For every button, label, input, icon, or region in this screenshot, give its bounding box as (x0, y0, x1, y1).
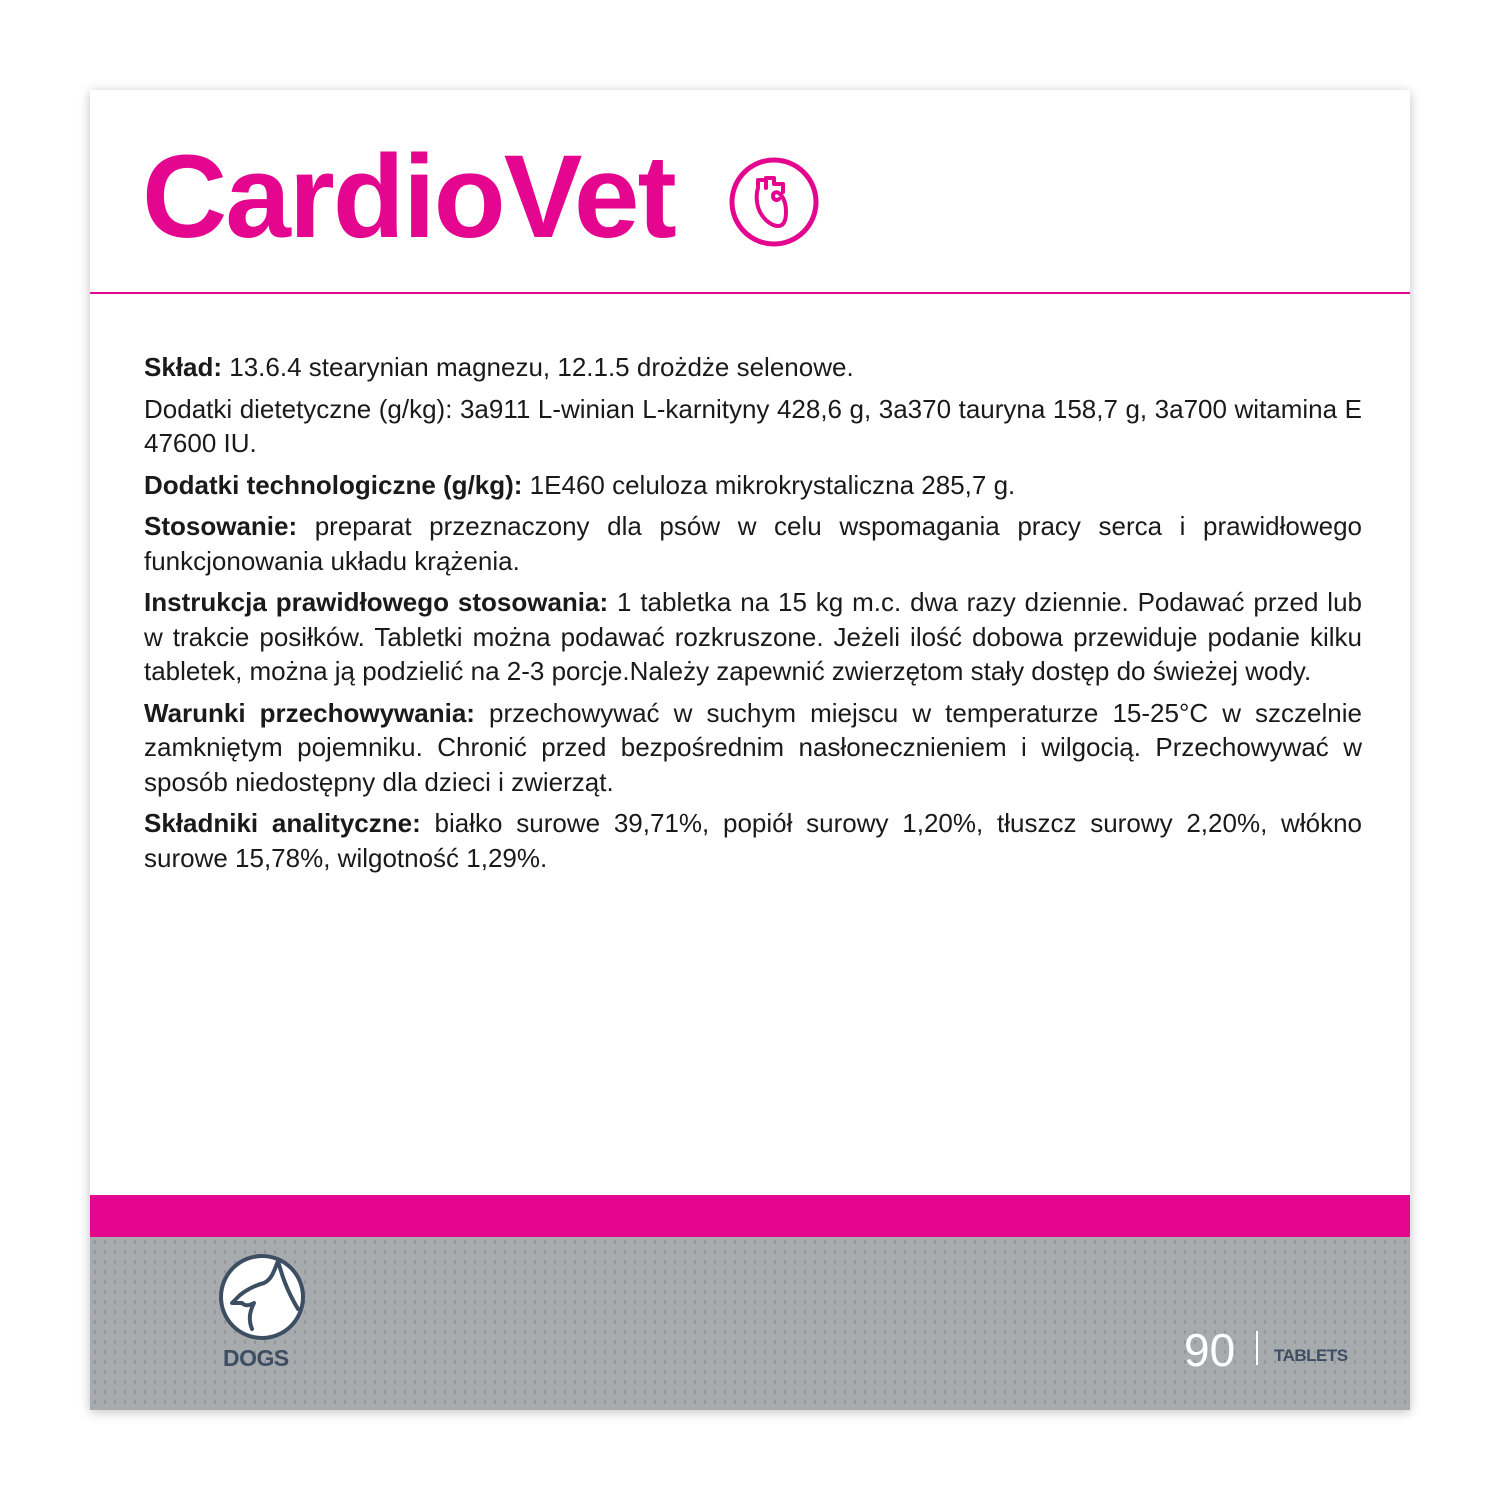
tablet-unit: TABLETS (1274, 1346, 1348, 1365)
footer-panel (90, 1237, 1410, 1410)
dog-icon (218, 1253, 306, 1341)
accent-band (90, 1195, 1410, 1237)
label-text (144, 350, 1362, 882)
species-label: DOGS (223, 1345, 289, 1371)
separator (1256, 1331, 1258, 1365)
heart-icon (728, 156, 820, 248)
divider (90, 292, 1410, 294)
section-dodatki-technologiczne: Dodatki technologiczne (g/kg): 1E460 celuloza mikrokrystaliczna 285,7 g. (144, 469, 1016, 500)
section-sklad: Skład: 13.6.4 stearynian magnezu, 12.1.5 drożdże selenowe. (144, 352, 854, 382)
product-title: CardioVet (142, 131, 675, 263)
product-label (90, 90, 1410, 1410)
section-warunki: Warunki przechowywania: przechowywać w suchym miejscu w temperaturze 15-25°C w szczelnie zamkniętym pojemniku. Chronić przed bezpośrednim nasłonecznieniem i wilgocią. Przechowywać w sposób niedostępny dla dzieci i zwierząt. (144, 697, 1362, 797)
tablet-count: 90 (1184, 1324, 1236, 1376)
section-instrukcja: Instrukcja prawidłowego stosowania: 1 tabletka na 15 kg m.c. dwa razy dziennie. Podawać przed lub w trakcie posiłków. Tabletki można podawać rozkruszone. Jeżeli ilość dobowa przewiduje podanie kilku tabletek, można ją podzielić na 2-3 porcje.Należy zapewnić zwierzętom stały dostęp do świeżej wody. (144, 587, 1362, 686)
section-stosowanie: Stosowanie: preparat przeznaczony dla psów w celu wspomagania pracy serca i prawidłowego funkcjonowania układu krążenia. (144, 511, 1362, 576)
section-dodatki-dietetyczne: Dodatki dietetyczne (g/kg): 3a911 L-winian L-karnityny 428,6 g, 3a370 tauryna 158,7 g, 3a700 witamina E 47600 IU. (144, 393, 1362, 458)
section-skladniki: Składniki analityczne: białko surowe 39,71%, popiół surowy 1,20%, tłuszcz surowy 2,20%, włókno surowe 15,78%, wilgotność 1,29%. (144, 808, 1362, 873)
